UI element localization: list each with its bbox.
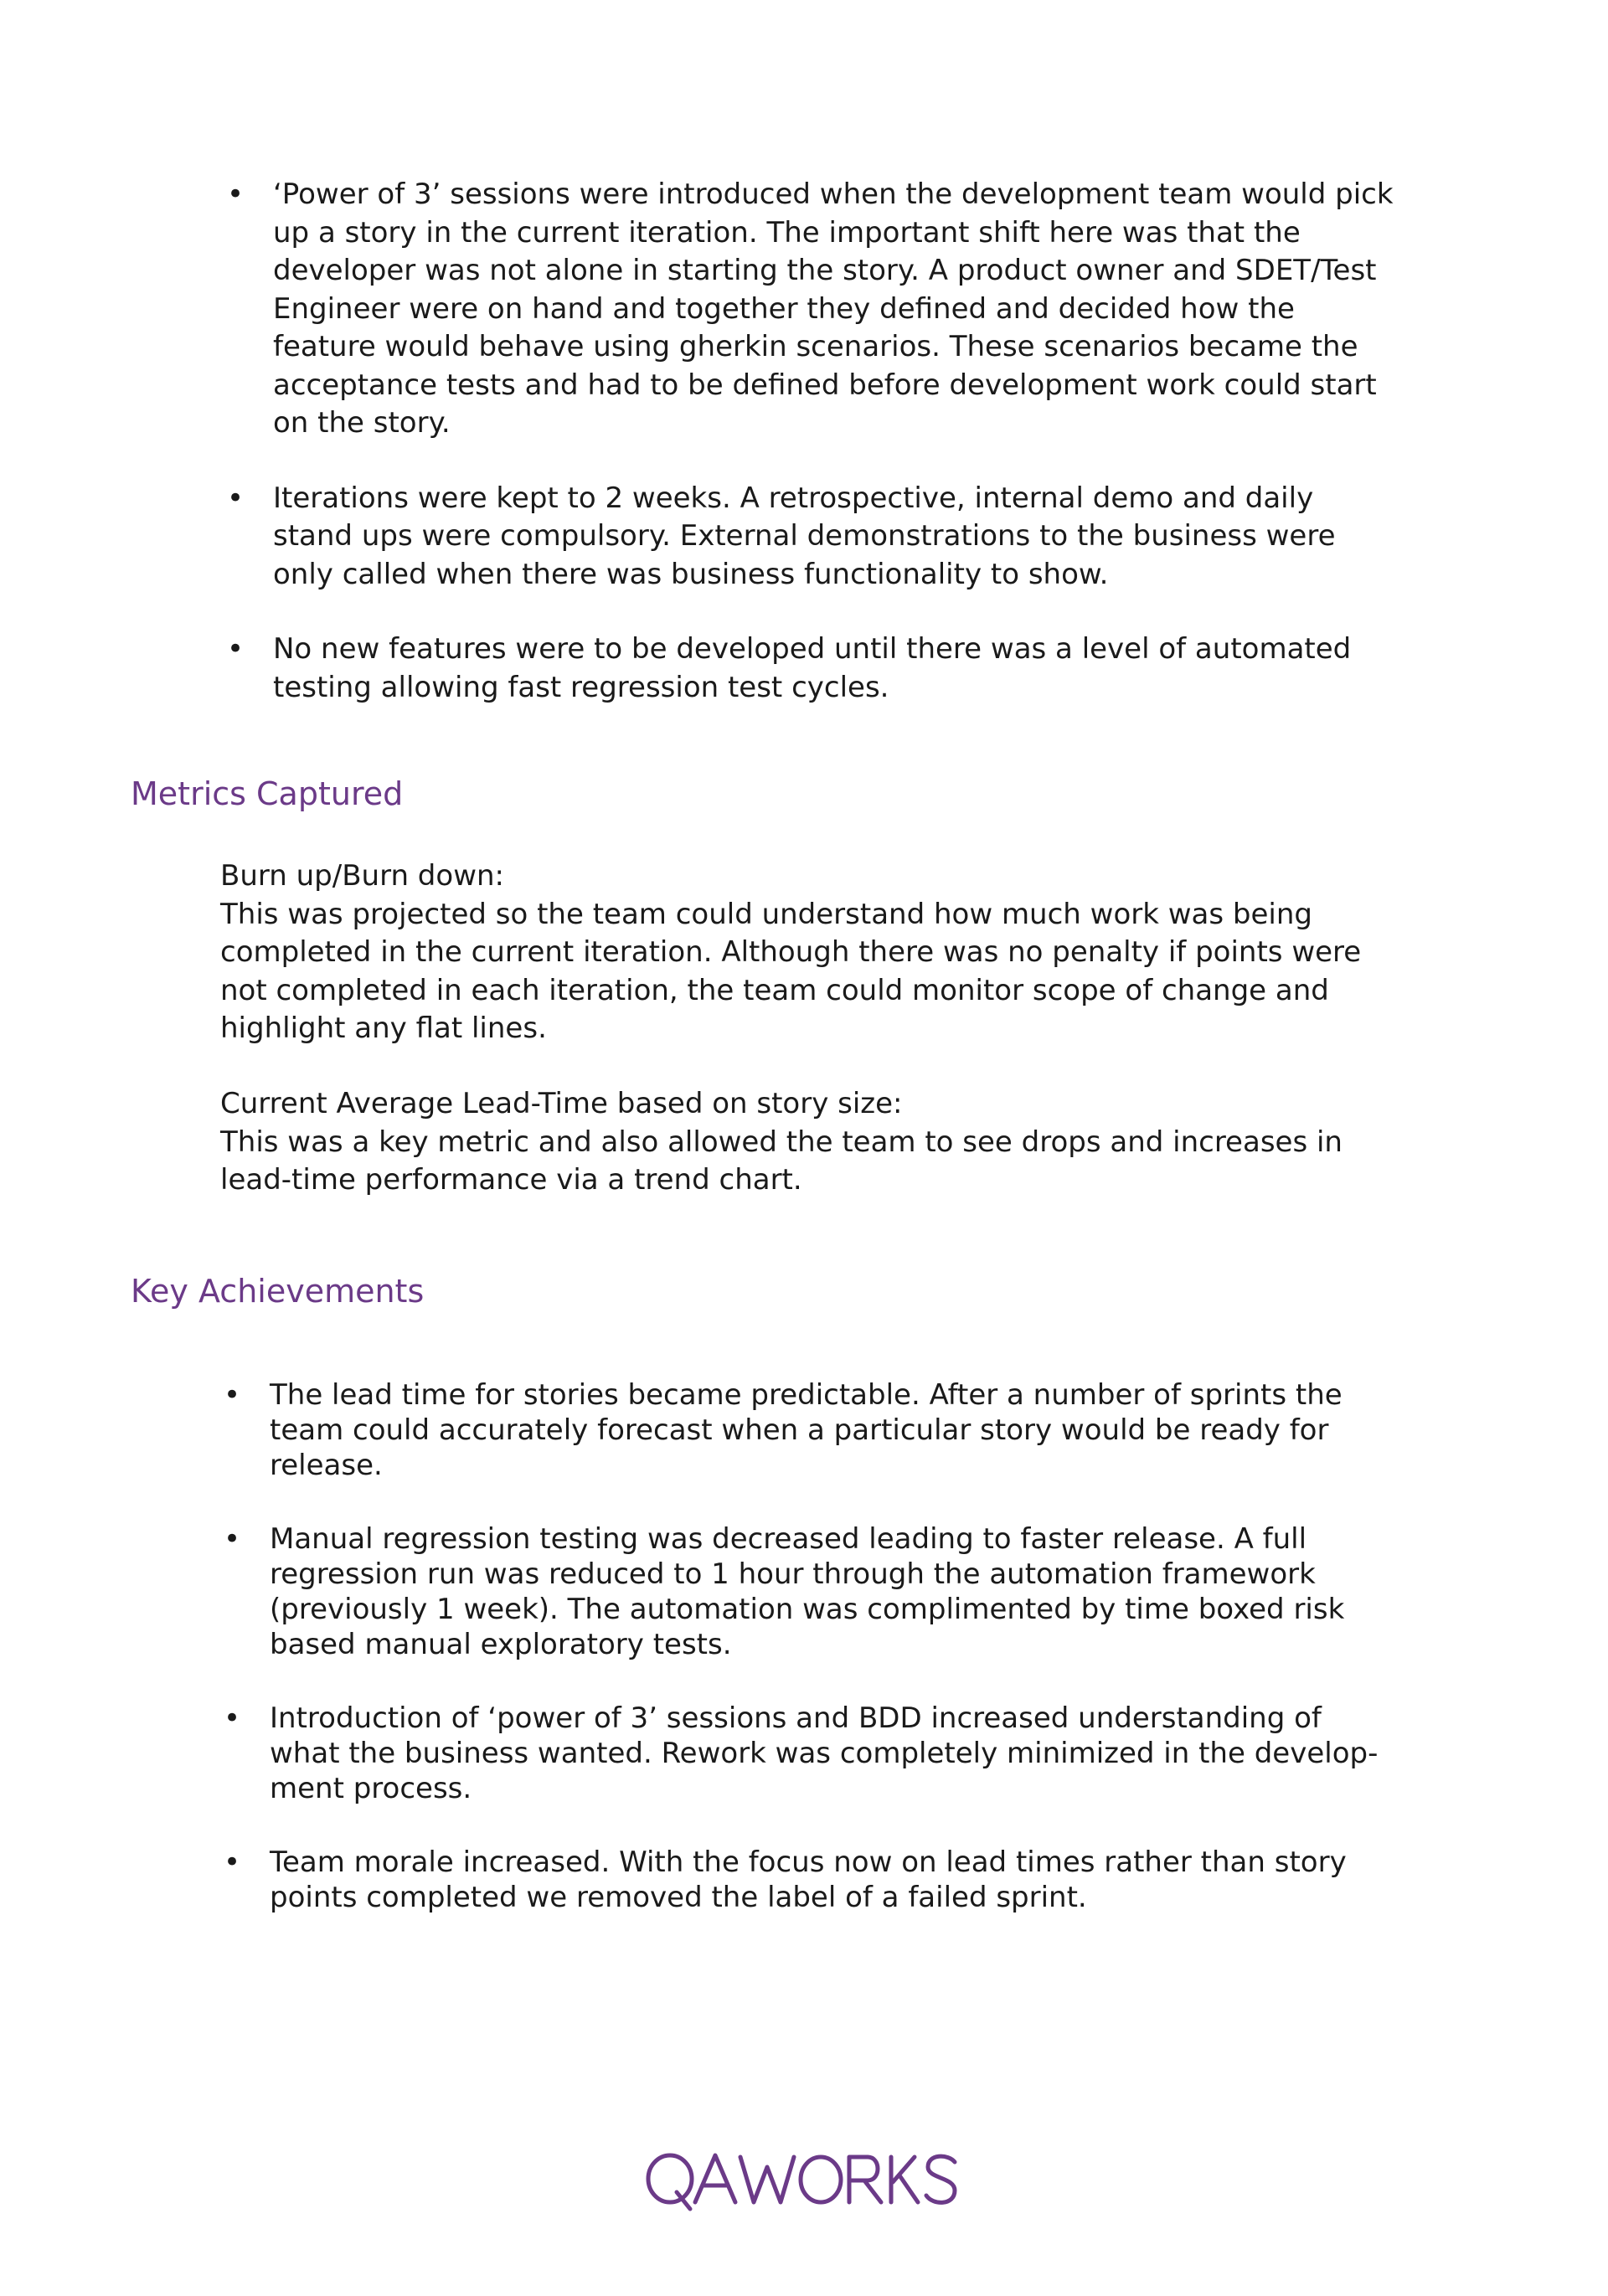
lead-time-metric-title: Current Average Lead-Time based on story size: (220, 1087, 903, 1120)
achievements-heading: Key Achievements (131, 1273, 425, 1310)
burn-metric-block (220, 857, 1393, 1048)
bullet-icon: • (224, 1846, 241, 1879)
bullet-text: Introduction of ‘power of 3’ sessions and BDD increased understanding of what the business wanted. Rework was completely minimized in the develop-ment process. (270, 1701, 1379, 1805)
metrics-heading: Metrics Captured (131, 775, 404, 812)
list-item (224, 1845, 1396, 1915)
bullet-icon: • (227, 481, 245, 515)
bullet-icon: • (227, 632, 245, 666)
achievements-bullet-list (224, 1377, 1396, 1954)
bullet-icon: • (227, 178, 245, 211)
qaworks-logo (643, 2145, 961, 2221)
bullet-text: ‘Power of 3’ sessions were introduced when the development team would pick up a story in the current iteration. The important shift here was that the developer was not alone in starting the story. A product owner and SDET/Test Engineer were on hand and together they defined and decided how the feature would behave using gherkin scenarios. These scenarios became the acceptance tests and had to be defined before development work could start on the story. (273, 178, 1394, 440)
list-item (227, 480, 1395, 595)
list-item (227, 631, 1395, 707)
bullet-text: No new features were to be developed until there was a level of automated testing allowing fast regression test cycles. (273, 632, 1352, 704)
bullet-text: Manual regression testing was decreased leading to faster release. A full regression run was reduced to 1 hour through the automation framework (previously 1 week). The automation was complimented by time boxed risk based manual exploratory tests. (270, 1522, 1345, 1661)
lead-time-metric-body: This was a key metric and also allowed the team to see drops and increases in lead-time performance via a trend chart. (220, 1125, 1343, 1197)
bullet-icon: • (224, 1522, 241, 1556)
burn-metric-title: Burn up/Burn down: (220, 859, 505, 893)
bullet-icon: • (224, 1378, 241, 1412)
bullet-icon: • (224, 1701, 241, 1735)
list-item (227, 176, 1395, 443)
intro-bullet-list (227, 176, 1395, 744)
list-item (224, 1521, 1396, 1662)
list-item (224, 1701, 1396, 1806)
bullet-text: Team morale increased. With the focus now on lead times rather than story points completed we removed the label of a failed sprint. (270, 1846, 1347, 1914)
lead-time-metric-block (220, 1085, 1393, 1200)
bullet-text: Iterations were kept to 2 weeks. A retrospective, internal demo and daily stand ups were compulsory. External demonstrations to the business were only called when there was business functionality to show. (273, 481, 1336, 591)
list-item (224, 1377, 1396, 1483)
bullet-text: The lead time for stories became predictable. After a number of sprints the team could accurately forecast when a particular story would be ready for release. (270, 1378, 1343, 1482)
burn-metric-body: This was projected so the team could understand how much work was being completed in the current iteration. Although there was no penalty if points were not completed in each iteration, the team could monitor scope of change and highlight any flat lines. (220, 897, 1362, 1045)
